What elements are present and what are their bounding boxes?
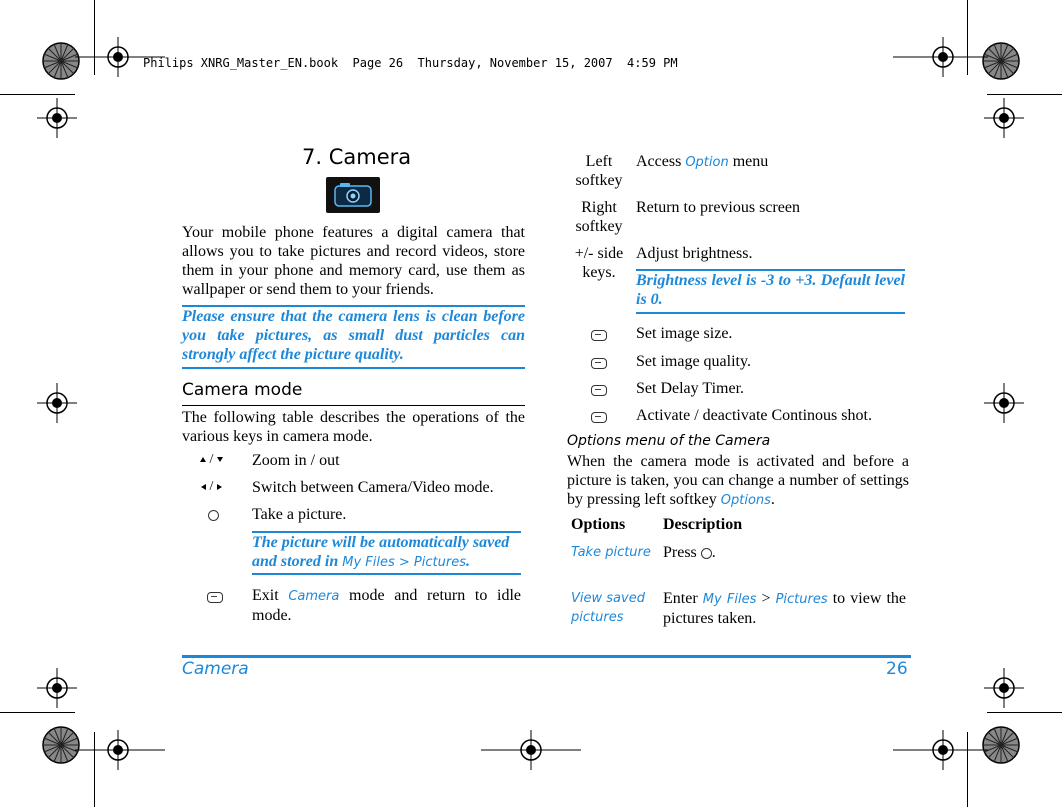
- footer-page-number: 26: [886, 659, 908, 679]
- note-rule-bottom: [182, 367, 525, 369]
- camera-icon: [326, 177, 380, 213]
- key-left-softkey: Left softkey: [575, 153, 623, 189]
- ok-key-icon: [701, 548, 712, 559]
- camera-mode-intro: The following table describes the operations of the various keys in camera mode.: [182, 409, 525, 445]
- options-menu-intro: When the camera mode is activated and before a picture is taken, you can change a number of settings by pressing left softkey Options.: [567, 453, 909, 508]
- brightness-note: Brightness level is -3 to +3. Default level is 0.: [636, 272, 905, 308]
- desc-take-picture: Press .: [663, 544, 716, 561]
- heading-rule: [182, 405, 525, 406]
- row-brightness: Adjust brightness.: [636, 245, 753, 262]
- row-switch-mode: Switch between Camera/Video mode.: [252, 479, 494, 496]
- key-right-softkey: Right softkey: [575, 199, 623, 235]
- lens-note: Please ensure that the camera lens is clean before you take pictures, as small dust particles can strongly affect the picture quality.: [182, 308, 525, 363]
- row-delay-timer: Set Delay Timer.: [636, 380, 745, 397]
- key-up-down: /: [200, 452, 223, 468]
- row-image-quality: Set image quality.: [636, 353, 751, 370]
- key-1-icon: [591, 328, 607, 346]
- row-left-softkey: Access Option menu: [636, 153, 769, 170]
- arrow-left-icon: [201, 484, 206, 490]
- row-exit: Exit Camera mode and return to idle mode.: [252, 587, 522, 624]
- row-right-softkey: Return to previous screen: [636, 199, 800, 216]
- end-key-icon: [207, 590, 223, 608]
- row-image-size: Set image size.: [636, 325, 733, 342]
- arrow-up-icon: [200, 457, 206, 462]
- key-6-icon: [591, 410, 607, 428]
- chapter-title: 7. Camera: [302, 145, 412, 169]
- footer-rule: [182, 655, 911, 658]
- camera-mode-heading: Camera mode: [182, 380, 303, 400]
- desc-view-saved-pictures: Enter My Files > Pictures to view the pictures taken.: [663, 590, 907, 627]
- intro-paragraph: Your mobile phone features a digital camera that allows you to take pictures and record videos, store them in your phone and memory card, use them as wallpaper or send them to your friends.: [182, 224, 525, 298]
- key-side-keys: +/- side keys.: [574, 245, 624, 281]
- option-view-saved-pictures: View saved pictures: [571, 591, 645, 625]
- key-left-right: /: [201, 479, 222, 495]
- arrow-right-icon: [217, 484, 222, 490]
- save-note: The picture will be automatically saved and stored in My Files > Pictures.: [252, 534, 510, 570]
- row-take-picture: Take a picture.: [252, 506, 347, 523]
- col-header-options: Options: [571, 516, 626, 533]
- brightness-rule-bottom: [636, 312, 905, 314]
- save-note-rule-bottom: [252, 573, 521, 575]
- key-2-icon: [591, 356, 607, 374]
- col-header-description: Description: [663, 516, 743, 533]
- print-header: Philips XNRG_Master_EN.book Page 26 Thursday, November 15, 2007 4:59 PM: [143, 56, 678, 70]
- key-5-icon: [591, 383, 607, 401]
- footer-section: Camera: [182, 659, 249, 679]
- ok-key-icon: [208, 508, 219, 526]
- row-zoom: Zoom in / out: [252, 452, 340, 469]
- option-take-picture: Take picture: [571, 545, 651, 560]
- row-continuous-shot: Activate / deactivate Continous shot.: [636, 407, 872, 424]
- options-menu-heading: Options menu of the Camera: [567, 433, 771, 449]
- arrow-down-icon: [217, 457, 223, 462]
